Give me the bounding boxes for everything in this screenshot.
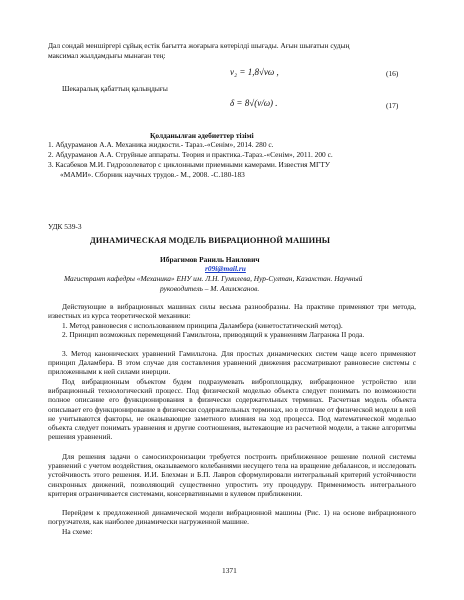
method-item-2: 2. Принцип возможных перемещений Гамильтона, приводящий к уравнениям Лагранжа II рода. <box>62 330 365 339</box>
top-paragraph-2: Шекаралық қабаттың қалыңдығы <box>62 84 168 93</box>
reference-item-3: 3. Касабеков М.И. Гидрозолеватор с циклонными приемными камерами. Известия МГТУ <box>48 160 331 169</box>
udk-code: УДК 539-3 <box>48 222 82 231</box>
reference-item-3-cont: «МАМИ». Сборник научных трудов.- М., 2008. -С.180-183 <box>60 170 245 179</box>
author-email-link[interactable]: r09i@mail.ru <box>205 264 246 273</box>
author-name: Ибрагимов Раниль Наилович <box>160 255 260 264</box>
equation-16-number: (16) <box>386 69 399 78</box>
top-paragraph-line-2: максимал жылдамдығы мынаған тең: <box>48 51 166 60</box>
references-heading: Қолданылған әдебиеттер тізімі <box>150 131 254 140</box>
method-item-3: 3. Метод канонических уравнений Гамильтона. Для простых динамических систем чаще всего применяют принцип Даламбера. В этом случае для составления уравнений движения рассматривают равновесие системы с приложенными к ней силами инерции. <box>48 349 416 377</box>
equation-16: ν₂ = 1,8√νω , <box>230 67 279 77</box>
top-paragraph-line-1: Дал сондай меншіргері сұйық естік бағытта жоғарыға көтерілді шығады. Ағын шығатын судың <box>48 41 350 50</box>
article-title: ДИНАМИЧЕСКАЯ МОДЕЛЬ ВИБРАЦИОННОЙ МАШИНЫ <box>90 236 331 245</box>
affiliation-line-1: Магистрант кафедры «Механика» ЕНУ им. Л.Н. Гумилева, Нур-Султан, Казахстан. Научный <box>64 274 363 283</box>
body-paragraph-2: Под вибрационным объектом будем подразумевать виброплощадку, вибрационное устройство или вибрационный технологический процесс. Под физической моделью объекта следует понимать по возможности полное описание его функционирования в физически содержательных терминах. Расчетная модель объекта описывает его функционирование в физически содержательных терминах, но в отличие от физической модели в ней не учитываются факторы, не оказывающие заметного влияния на ход процесса. Под математической моделью объекта следует понимать уравнения и другие соотношения, вытекающие из расчетной модели, а также алгоритмы решения уравнений. <box>48 377 416 442</box>
body-paragraph-1: Действующие в вибрационных машинах силы весьма разнообразны. На практике применяют три метода, известных из курса теоретической механики: <box>48 302 416 321</box>
equation-17: δ = 8√(ν/ω) . <box>230 98 278 108</box>
method-item-1: 1. Метод равновесия с использованием принципа Даламбера (кинетостатический метод). <box>62 321 343 330</box>
reference-item-1: 1. Абдураманов А.А. Механика жидкости.- Тараз.-«Сенім», 2014. 280 с. <box>48 140 274 149</box>
body-paragraph-4: Перейдем к предложенной динамической модели вибрационной машины (Рис. 1) на основе вибрационного погрузчателя, как наиболее динамически нагруженной машине. <box>48 508 416 527</box>
body-paragraph-3: Для решения задачи о самосинхронизации требуется построить приближенное решение полной системы уравнений с учетом воздействия, оказываемого колебаниями несущего тела на вращение дебалансов, и исследовать устойчивость этого решения. И.И. Блехман и Б.П. Лавров сформулировали интегральный критерий устойчивости синхронных движений, позволяющий существенно упростить эту процедуру. Применимость интегрального критерия ограничивается системами, консервативными в кулевом приближении. <box>48 452 416 498</box>
reference-item-2: 2. Абдураманов А.А. Струйные аппараты. Теория и практика.-Тараз.-«Сенім», 2011. 200 с. <box>48 150 333 159</box>
body-paragraph-5: На схеме: <box>62 527 93 536</box>
affiliation-line-2: руководитель – М. Алимжанов. <box>160 284 260 293</box>
equation-17-number: (17) <box>386 101 399 110</box>
page-number: 1371 <box>222 566 237 575</box>
